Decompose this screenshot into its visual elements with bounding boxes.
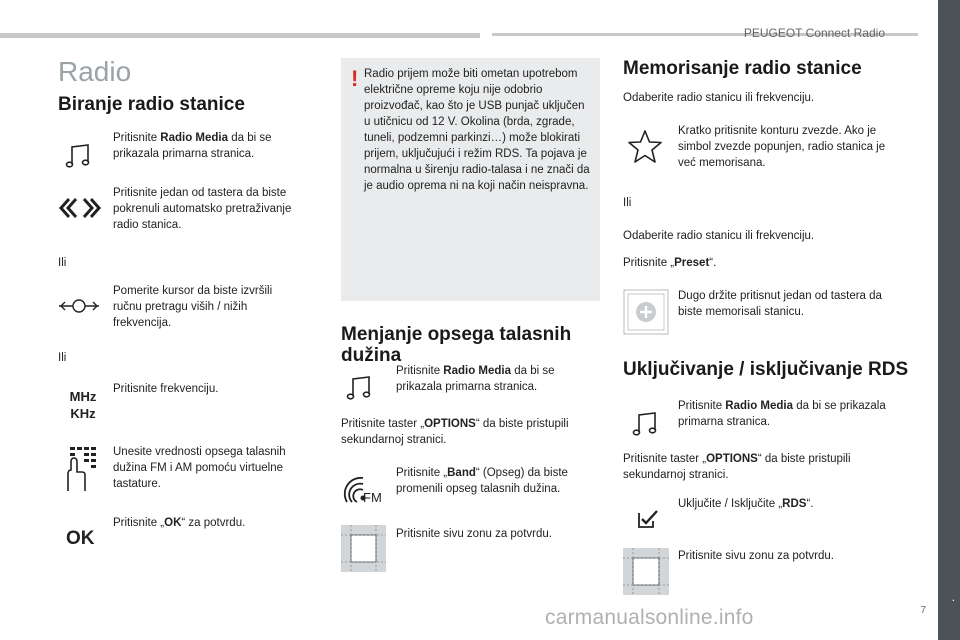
watermark: carmanualsonline.info xyxy=(545,606,754,629)
right-intro-1: Odaberite radio stanicu ili frekvenciju. xyxy=(623,92,815,104)
left-or-1: Ili xyxy=(58,257,67,269)
khz-label: KHz xyxy=(70,406,96,421)
middle-step-1: Pritisnite Radio Media da bi se prikazala primarna stranica. xyxy=(396,365,555,393)
header-rule-left xyxy=(0,33,480,38)
right-or: Ili xyxy=(623,197,632,209)
left-step-4: Pritisnite frekvenciju. xyxy=(113,383,219,395)
side-strip xyxy=(938,0,960,640)
heading-select-station: Biranje radio stanice xyxy=(58,94,245,115)
fm-label: FM xyxy=(363,490,382,505)
mhz-label: MHz xyxy=(69,389,97,404)
music-note-icon xyxy=(62,140,96,172)
checkbox-checked-icon xyxy=(636,508,660,530)
heading-change-band: Menjanje opsega talasnih dužina xyxy=(341,324,572,366)
middle-step-3: Pritisnite „Band“ (Opseg) da biste promenili opseg talasnih dužina. xyxy=(396,467,568,495)
strip-mark: . xyxy=(951,590,955,604)
keypad-hand-icon xyxy=(60,444,100,494)
left-step-1: Pritisnite Radio Media da bi se prikazala primarna stranica. xyxy=(113,132,272,160)
mhz-khz-icon xyxy=(66,388,100,422)
header-title: PEUGEOT Connect Radio xyxy=(743,26,885,40)
heading-memorize-station: Memorisanje radio stanice xyxy=(623,58,862,79)
music-note-icon xyxy=(343,372,377,404)
grey-zone-icon xyxy=(341,525,386,572)
middle-step-4: Pritisnite sivu zonu za potvrdu. xyxy=(396,528,552,540)
right-step-4: Pritisnite taster „OPTIONS“ da biste pristupili sekundarnoj stranici. xyxy=(623,453,851,481)
warning-text: Radio prijem može biti ometan upotrebom električne opreme koju nije odobrio proizvođač, kao što je USB punjač uključen u utičnicu od 12 V. Okolina (brda, zgrade, tuneli, podzemni parkinzi…) može blokirati prijem, uključujući i režim RDS. Ta pojava je normalna u širenju radio-talasa i ne znači da je audio oprema ni na koji način neispravna. xyxy=(364,68,590,192)
left-step-6: Pritisnite „OK“ za potvrdu. xyxy=(113,517,246,529)
warning-icon: ! xyxy=(351,66,359,91)
right-step-2: Dugo držite pritisnut jedan od tastera da biste memorisali stanicu. xyxy=(678,290,882,318)
heading-rds-toggle: Uključivanje / isključivanje RDS xyxy=(623,359,909,380)
section-title: Radio xyxy=(58,56,132,87)
left-step-3: Pomerite kursor da biste izvršili ručnu pretragu viših / nižih frekvencija. xyxy=(113,285,273,329)
left-or-2: Ili xyxy=(58,352,67,364)
page-number: 7 xyxy=(920,605,926,616)
seek-arrows-icon xyxy=(56,194,104,222)
grey-zone-icon xyxy=(623,548,669,595)
right-step-5: Uključite / Isključite „RDS“. xyxy=(678,498,814,510)
ok-label: OK xyxy=(66,528,95,549)
slider-cursor-icon xyxy=(56,295,102,317)
left-step-5: Unesite vrednosti opsega talasnih dužina FM i AM pomoću virtuelne tastature. xyxy=(113,446,286,490)
preset-add-icon xyxy=(623,289,669,335)
right-step-3: Pritisnite Radio Media da bi se prikazala primarna stranica. xyxy=(678,400,886,428)
right-preset: Pritisnite „Preset“. xyxy=(623,257,717,269)
star-outline-icon xyxy=(625,127,665,167)
right-intro-2: Odaberite radio stanicu ili frekvenciju. xyxy=(623,230,815,242)
left-step-2: Pritisnite jedan od tastera da biste pokrenuli automatsko pretraživanje radio stanica. xyxy=(113,187,292,231)
middle-step-2: Pritisnite taster „OPTIONS“ da biste pristupili sekundarnoj stranici. xyxy=(341,418,569,446)
music-note-icon xyxy=(629,408,663,440)
right-step-6: Pritisnite sivu zonu za potvrdu. xyxy=(678,550,834,562)
right-step-1: Kratko pritisnite konturu zvezde. Ako je simbol zvezde popunjen, radio stanica je već memorisana. xyxy=(678,125,886,169)
